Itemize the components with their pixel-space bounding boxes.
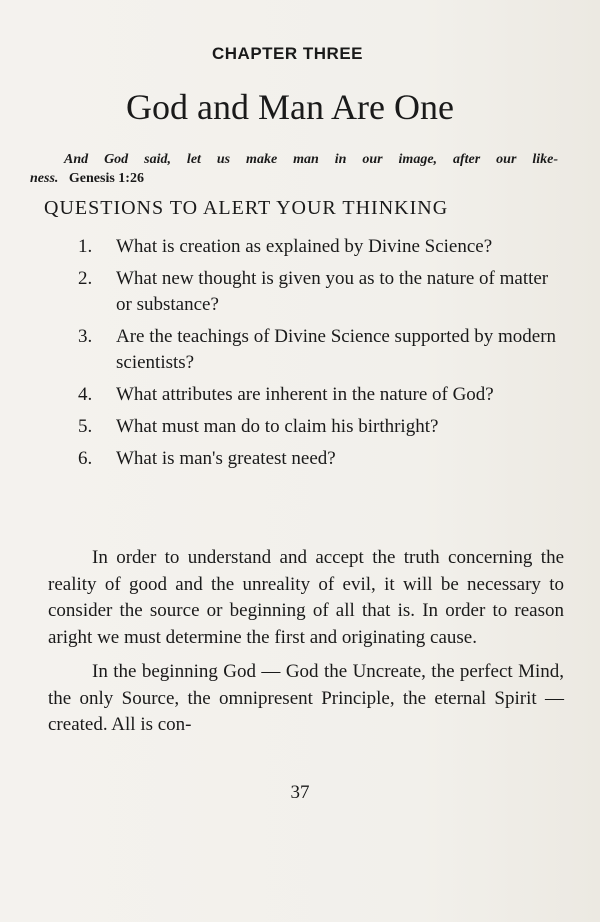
- questions-list: [78, 234, 558, 478]
- question-number: 1.: [78, 236, 93, 257]
- questions-heading: QUESTIONS TO ALERT YOUR THINKING: [44, 197, 449, 219]
- list-item: [78, 382, 558, 408]
- epigraph-quote-line2: ness.: [30, 171, 59, 186]
- question-text: What must man do to claim his birthright?: [116, 416, 439, 437]
- list-item: [78, 324, 558, 376]
- paragraph: In the beginning God — God the Uncreate, the perfect Mind, the only Source, the omnipresent Principle, the eternal Spirit — created. All is con-: [48, 661, 564, 735]
- list-item: [78, 266, 558, 318]
- question-number: 2.: [78, 268, 93, 289]
- epigraph: [30, 150, 558, 188]
- question-text: Are the teachings of Divine Science supported by modern scientists?: [116, 326, 557, 373]
- question-text: What is creation as explained by Divine Science?: [116, 236, 493, 257]
- question-number: 4.: [78, 384, 93, 405]
- question-number: 5.: [78, 416, 93, 437]
- question-text: What is man's greatest need?: [116, 448, 336, 469]
- list-item: [78, 446, 558, 472]
- chapter-label: CHAPTER THREE: [211, 44, 363, 63]
- list-item: [78, 234, 558, 260]
- question-number: 3.: [78, 326, 93, 347]
- epigraph-quote-line1: And God said, let us make man in our image, after our like-: [64, 152, 558, 167]
- epigraph-citation: Genesis 1:26: [68, 171, 144, 186]
- question-text: What new thought is given you as to the nature of matter or substance?: [116, 268, 549, 315]
- question-text: What attributes are inherent in the nature of God?: [116, 384, 494, 405]
- chapter-title: God and Man Are One: [126, 87, 454, 127]
- question-number: 6.: [78, 448, 93, 469]
- paragraph: In order to understand and accept the truth concerning the reality of good and the unreality of evil, it will be necessary to consider the source or beginning of all that is. In order to reason aright we must determine the first and originating cause.: [48, 547, 564, 648]
- page-number: 37: [290, 782, 310, 803]
- list-item: [78, 414, 558, 440]
- body-text: [48, 545, 564, 747]
